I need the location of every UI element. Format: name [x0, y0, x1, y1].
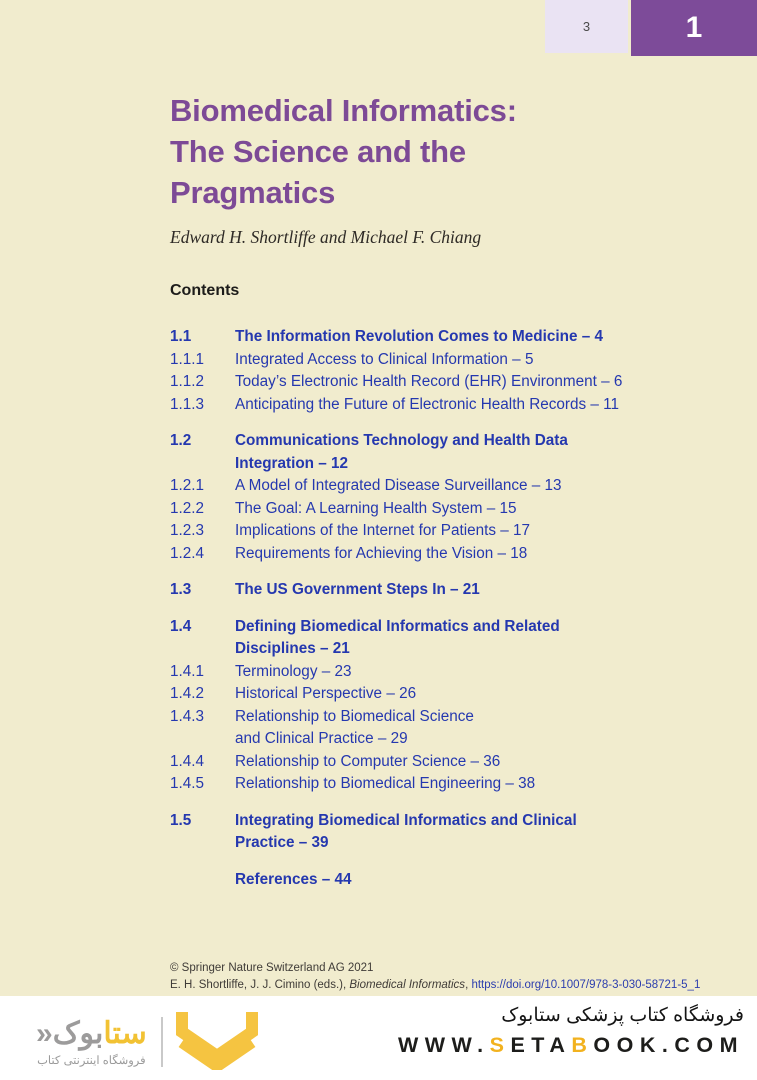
- store-name-line: فروشگاه کتاب پزشکی ستابوک: [501, 1005, 744, 1026]
- chapter-number-box: [631, 0, 757, 56]
- toc-entry-title: Relationship to Biomedical Engineering – 38: [235, 775, 536, 792]
- toc-entry-title: The US Government Steps In – 21: [235, 581, 480, 598]
- page-number-box: [545, 0, 628, 53]
- setabook-logo: [36, 1008, 261, 1075]
- toc-entry-title: Implications of the Internet for Patients – 17: [235, 522, 531, 539]
- chapter-title: Biomedical Informatics: The Science and the Pragmatics: [170, 93, 517, 210]
- toc-entry-title: Terminology – 23: [235, 662, 352, 680]
- toc-entry-number: 1.1.1: [170, 350, 205, 368]
- toc-entry-number: 1.2.1: [170, 477, 205, 494]
- toc-entry-number: 1.4.5: [170, 775, 205, 792]
- toc-entry[interactable]: [170, 430, 648, 475]
- toc-entry[interactable]: [170, 579, 648, 602]
- bookstore-footer: [0, 996, 757, 1080]
- toc-entry-number: 1.4.2: [170, 685, 205, 702]
- toc-entry-number: 1.1.2: [170, 373, 205, 390]
- citation-book-title: Biomedical Informatics: [349, 979, 466, 991]
- logo-subtitle: فروشگاه اینترنتی کتاب: [37, 1054, 146, 1067]
- toc-entry-number: 1.3: [170, 581, 192, 598]
- toc-entry[interactable]: [170, 661, 648, 684]
- chapter-number: 1: [685, 11, 703, 44]
- toc-entry-number: 1.1.3: [170, 395, 205, 413]
- toc-entry-number: 1.2.4: [170, 544, 205, 562]
- toc-entry-number: 1.5: [170, 811, 192, 829]
- toc-entry-number: 1.4.1: [170, 662, 205, 680]
- store-url[interactable]: WWW.SETABOOK.COM: [397, 1033, 744, 1057]
- chapter-front-matter: [170, 90, 648, 891]
- toc-entry[interactable]: [170, 326, 648, 349]
- table-of-contents: [170, 326, 648, 891]
- toc-entry[interactable]: [170, 773, 648, 796]
- toc-entry-number: 1.2.3: [170, 522, 205, 539]
- authors-line: Edward H. Shortliffe and Michael F. Chiang: [170, 227, 482, 247]
- toc-entry[interactable]: [170, 810, 648, 855]
- toc-entry-number: [170, 869, 235, 892]
- doi-link[interactable]: https://doi.org/10.1007/978-3-030-58721-5_1: [471, 979, 701, 991]
- logo-divider: [161, 1017, 163, 1067]
- toc-entry-title: The Information Revolution Comes to Medicine – 4: [235, 328, 604, 345]
- toc-entry[interactable]: [170, 683, 648, 706]
- setabook-wordmark: ستابوک«: [36, 1016, 147, 1050]
- toc-entry-number: 1.2.2: [170, 499, 205, 517]
- toc-entry-title: Relationship to Computer Science – 36: [235, 752, 501, 770]
- toc-entry[interactable]: [170, 475, 648, 498]
- toc-entry[interactable]: [170, 520, 648, 543]
- copyright-block: [170, 960, 730, 994]
- toc-entry-title: Integrated Access to Clinical Information – 5: [235, 350, 534, 368]
- toc-entry-title: Requirements for Achieving the Vision – 18: [235, 544, 528, 562]
- toc-entry-title: Historical Perspective – 26: [235, 685, 417, 702]
- toc-entry[interactable]: [170, 751, 648, 774]
- toc-entry-title: Integrating Biomedical Informatics and Clinical Practice – 39: [235, 811, 577, 851]
- toc-entry[interactable]: [170, 706, 648, 751]
- toc-entry-title: A Model of Integrated Disease Surveillance – 13: [235, 477, 562, 494]
- page-number: 3: [582, 19, 591, 34]
- toc-entry-number: 1.2: [170, 432, 192, 449]
- toc-entry[interactable]: [170, 543, 648, 566]
- contents-heading: Contents: [170, 282, 240, 299]
- setabook-chevron-icon: [173, 1008, 261, 1075]
- toc-entry[interactable]: [170, 869, 648, 892]
- toc-entry-number: 1.4.3: [170, 707, 205, 725]
- toc-entry-number: 1.1: [170, 328, 192, 345]
- toc-entry-title: Today’s Electronic Health Record (EHR) Environment – 6: [235, 373, 623, 390]
- toc-entry[interactable]: [170, 498, 648, 521]
- toc-entry-title: Communications Technology and Health Data Integration – 12: [235, 432, 568, 472]
- toc-entry[interactable]: [170, 616, 648, 661]
- copyright-line: © Springer Nature Switzerland AG 2021: [170, 962, 374, 974]
- toc-entry-title: The Goal: A Learning Health System – 15: [235, 499, 517, 517]
- toc-entry-number: 1.4: [170, 617, 192, 635]
- toc-entry[interactable]: [170, 349, 648, 372]
- toc-entry-number: 1.4.4: [170, 752, 205, 770]
- toc-entry[interactable]: [170, 394, 648, 417]
- citation-line: E. H. Shortliffe, J. J. Cimino (eds.), Biomedical Informatics, https://doi.org/10.1007/978-3-030-58721-5_1: [170, 979, 701, 991]
- toc-entry[interactable]: [170, 371, 648, 394]
- toc-entry-title: Anticipating the Future of Electronic Health Records – 11: [235, 395, 620, 413]
- toc-entry-title: Defining Biomedical Informatics and Related Disciplines – 21: [235, 617, 560, 657]
- toc-entry-title: References – 44: [235, 870, 352, 888]
- toc-entry-title: Relationship to Biomedical Science and Clinical Practice – 29: [235, 707, 474, 747]
